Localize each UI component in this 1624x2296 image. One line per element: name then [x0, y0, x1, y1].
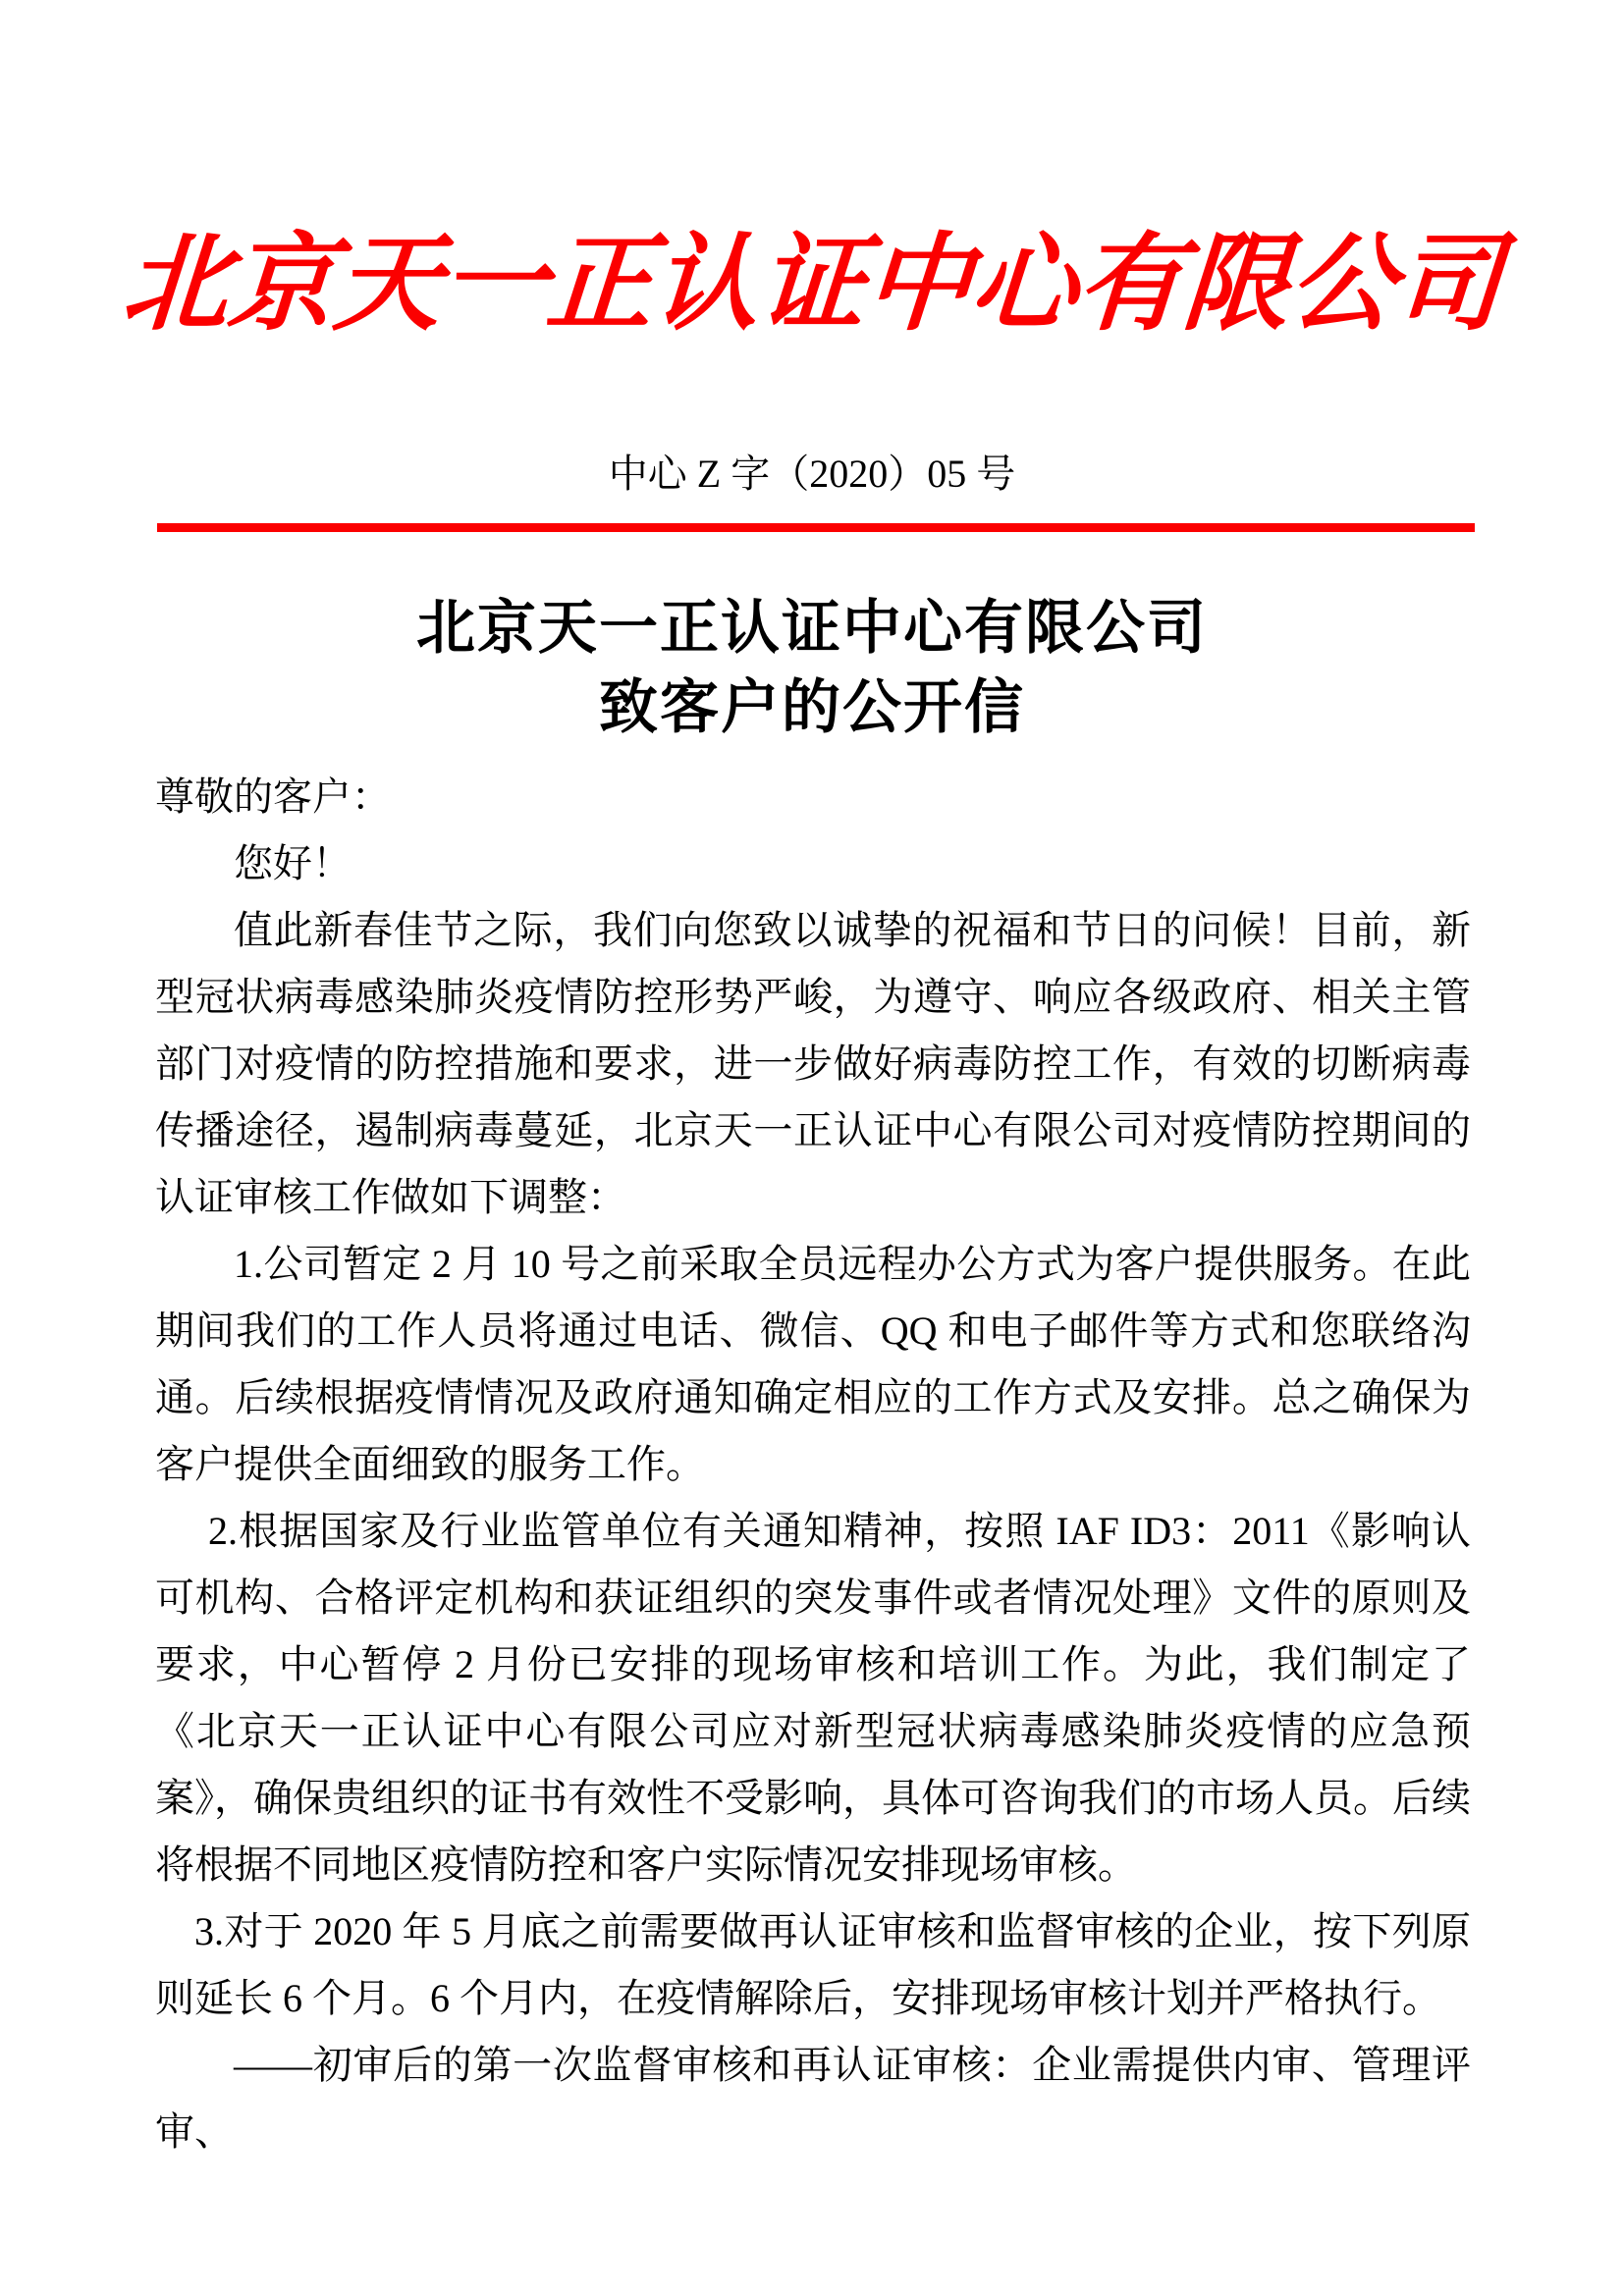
paragraph-item-2: 2.根据国家及行业监管单位有关通知精神，按照 IAF ID3：2011《影响认可机构、合格评定机构和获证组织的突发事件或者情况处理》文件的原则及要求，中心暂停 2 月份已安排的现场审核和培训工作。为此，我们制定了《北京天一正认证中心有限公司应对新型冠状病毒感染肺炎疫情的应急预案》，确保贵组织的证书有效性不受影响，具体可咨询我们的市场人员。后续将根据不同地区疫情防控和客户实际情况安排现场审核。 [155, 1509, 1471, 1887]
letter-title [0, 589, 1624, 748]
letter-title-line1: 北京天一正认证中心有限公司 [416, 596, 1208, 661]
paragraph-item-1: 1.公司暂定 2 月 10 号之前采取全员远程办公方式为客户提供服务。在此期间我们的工作人员将通过电话、微信、QQ 和电子邮件等方式和您联络沟通。后续根据疫情情况及政府通知确定相应的工作方式及安排。总之确保为客户提供全面细致的服务工作。 [155, 1242, 1471, 1486]
paragraph-intro: 值此新春佳节之际，我们向您致以诚挚的祝福和节日的问候！目前，新型冠状病毒感染肺炎疫情防控形势严峻，为遵守、响应各级政府、相关主管部门对疫情的防控措施和要求，进一步做好病毒防控工作，有效的切断病毒传播途径，遏制病毒蔓延，北京天一正认证中心有限公司对疫情防控期间的认证审核工作做如下调整： [155, 908, 1471, 1219]
salutation: 尊敬的客户： [155, 774, 391, 819]
letter-title-line2: 致客户的公开信 [599, 675, 1025, 740]
letterhead-title: 北京天一正认证中心有限公司 [118, 227, 1506, 344]
paragraph-dash-item: ——初审后的第一次监督审核和再认证审核：企业需提供内审、管理评审、 [155, 2043, 1471, 2154]
letter-body [155, 764, 1471, 2165]
document-number: 中心 Z 字（2020）05 号 [608, 452, 1016, 496]
greeting: 您好！ [234, 841, 352, 885]
letterhead-divider-line [157, 523, 1475, 532]
paragraph-item-3: 3.对于 2020 年 5 月底之前需要做再认证审核和监督审核的企业，按下列原则延长 6 个月。6 个月内，在疫情解除后，安排现场审核计划并严格执行。 [155, 1909, 1471, 2020]
